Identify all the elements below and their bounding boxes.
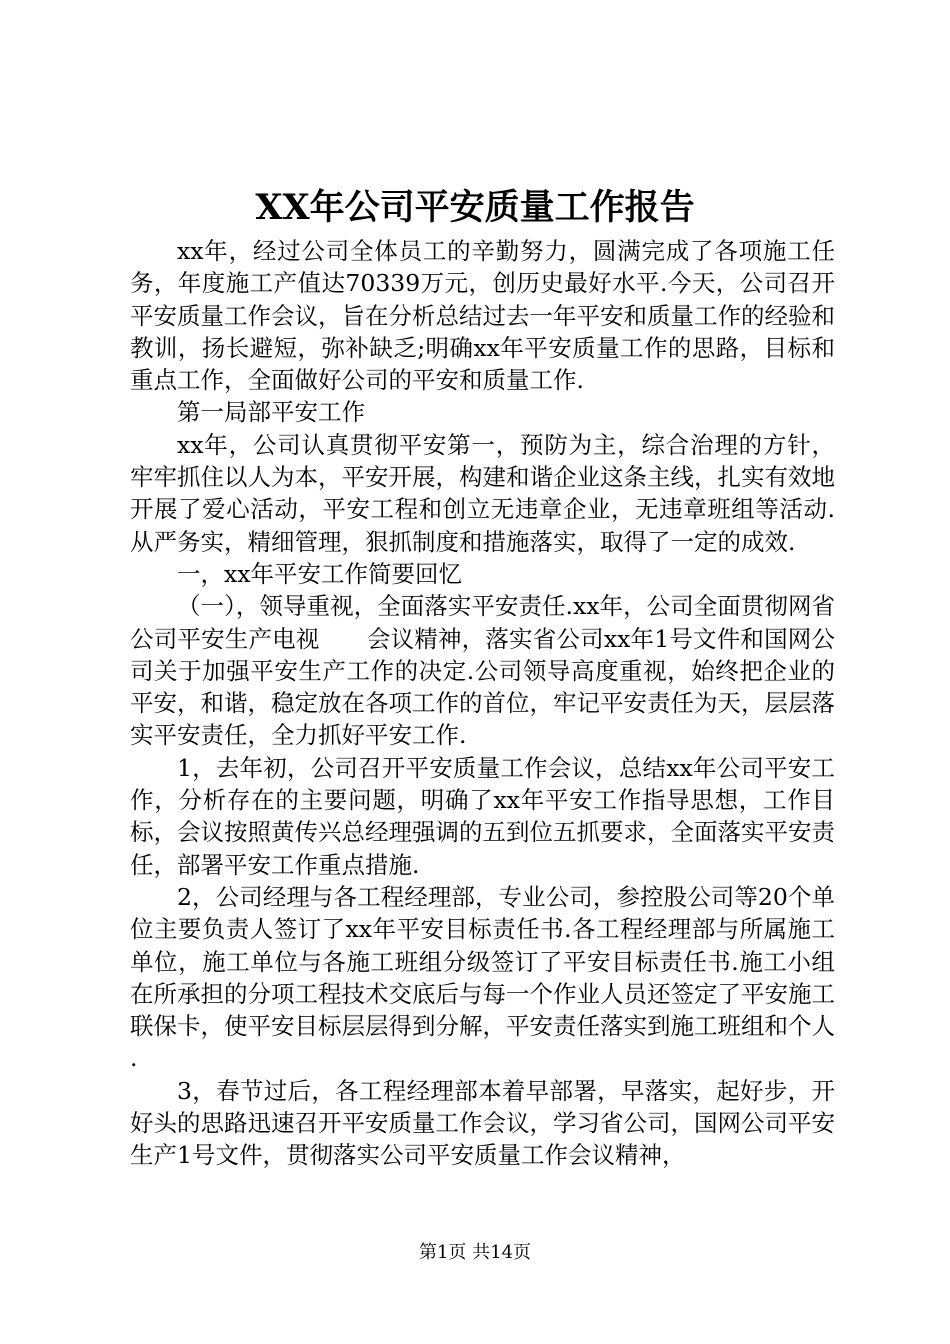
section-heading: 第一局部平安工作 bbox=[177, 398, 365, 427]
paragraph-item-one: （一），领导重视，全面落实平安责任.xx年，公司全面贯彻网省公司平安生产电视 会议精神，落实省公司xx年1号文件和国网公司关于加强平安生产工作的决定.公司领导高度重视，始终把企业的平安，和谐，稳定放在各项工作的首位，牢记平安责任为天，层层落实平安责任，全力抓好平安工作. bbox=[130, 592, 835, 750]
paragraph-intro: xx年，经过公司全体员工的辛勤努力，圆满完成了各项施工任务，年度施工产值达70339万元，创历史最好水平.今天，公司召开平安质量工作会议，旨在分析总结过去一年平安和质量工作的经验和教训，扬长避短，弥补缺乏;明确xx年平安质量工作的思路，目标和重点工作，全面做好公司的平安和质量工作. bbox=[130, 237, 835, 395]
page-number-footer: 第1页 共14页 bbox=[418, 1242, 532, 1263]
paragraph-point-1: 1，去年初，公司召开平安质量工作会议，总结xx年公司平安工作，分析存在的主要问题，明确了xx年平安工作指导思想，工作目标，会议按照黄传兴总经理强调的五到位五抓要求，全面落实平安责任，部署平安工作重点措施. bbox=[130, 753, 835, 879]
document-title: XX年公司平安质量工作报告 bbox=[255, 187, 695, 228]
paragraph-point-2: 2，公司经理与各工程经理部，专业公司，参控股公司等20个单位主要负责人签订了xx年平安目标责任书.各工程经理部与所属施工单位，施工单位与各施工班组分级签订了平安目标责任书.施工小组在所承担的分项工程技术交底后与每一个作业人员还签定了平安施工联保卡，使平安目标层层得到分解，平安责任落实到施工班组和个人. bbox=[130, 882, 835, 1073]
paragraph-overview: xx年，公司认真贯彻平安第一，预防为主，综合治理的方针，牢牢抓住以人为本，平安开展，构建和谐企业这条主线，扎实有效地开展了爱心活动，平安工程和创立无违章企业，无违章班组等活动.从严务实，精细管理，狠抓制度和措施落实，取得了一定的成效. bbox=[130, 430, 835, 556]
subsection-heading: 一，xx年平安工作简要回忆 bbox=[177, 559, 463, 588]
paragraph-point-3: 3，春节过后，各工程经理部本着早部署，早落实，起好步，开好头的思路迅速召开平安质量工作会议，学习省公司，国网公司平安生产1号文件，贯彻落实公司平安质量工作会议精神， bbox=[130, 1076, 835, 1170]
document-body bbox=[130, 235, 835, 1172]
